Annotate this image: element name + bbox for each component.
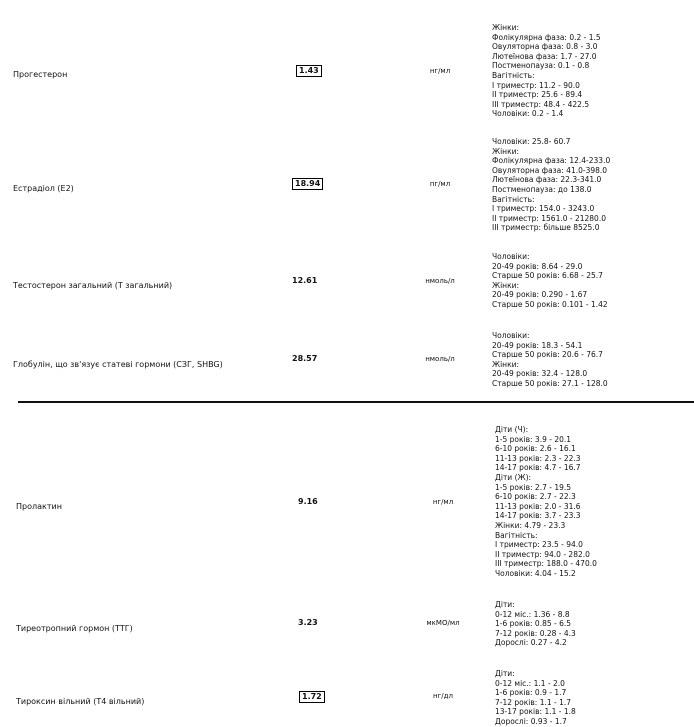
test-name: Тироксин вільний (Т4 вільний) — [16, 697, 145, 706]
test-unit: мкМО/мл — [426, 619, 460, 627]
section-divider — [18, 401, 694, 403]
reference-range: Чоловіки: 25.8- 60.7 Жінки: Фолікулярна фаза: 12.4-233.0 Овуляторна фаза: 41.0-398.0 Лютеїнова фаза: 22.3-341.0 Постменопауза: до 138.0 Вагітність: I триместр: 154.0 - 3243.0 II триместр: 1561.0 - 21280.0 III триместр: більше 8525.0 — [492, 137, 611, 233]
test-value: 28.57 — [292, 354, 318, 363]
test-value: 9.16 — [298, 497, 318, 506]
test-unit: нмоль/л — [425, 277, 455, 285]
reference-range: Діти (Ч): 1-5 років: 3.9 - 20.1 6-10 років: 2.6 - 16.1 11-13 років: 2.3 - 22.3 14-17 років: 4.7 - 16.7 Діти (Ж): 1-5 років: 2.7 - 19.5 6-10 років: 2.7 - 22.3 11-13 років: 2.0 - 31.6 14-17 років: 3.7 - 23.3 Жінки: 4.79 - 23.3 Вагітність: I триместр: 23.5 - 94.0 II триместр: 94.0 - 282.0 III триместр: 188.0 - 470.0 Чоловіки: 4.04 - 15.2 — [495, 425, 597, 578]
reference-range: Діти: 0-12 міс.: 1.1 - 2.0 1-6 років: 0.9 - 1.7 7-12 років: 1.1 - 1.7 13-17 років: 1.1 - 1.8 Дорослі: 0.93 - 1.7 — [495, 669, 576, 726]
reference-range: Жінки: Фолікулярна фаза: 0.2 - 1.5 Овуляторна фаза: 0.8 - 3.0 Лютеїнова фаза: 1.7 - 27.0 Постменопауза: 0.1 - 0.8 Вагітність: I триместр: 11.2 - 90.0 II триместр: 25.6 - 89.4 III триместр: 48.4 - 422.5 Чоловіки: 0.2 - 1.4 — [492, 23, 601, 119]
test-value: 12.61 — [292, 276, 318, 285]
test-unit: пг/мл — [429, 180, 451, 188]
test-name: Пролактин — [16, 502, 62, 511]
test-value: 3.23 — [298, 618, 318, 627]
test-value-flagged: 1.43 — [296, 65, 322, 77]
test-unit: нг/мл — [432, 498, 454, 506]
test-unit: нг/дл — [433, 692, 453, 700]
test-name: Тиреотропний гормон (ТТГ) — [16, 624, 133, 633]
reference-range: Чоловіки: 20-49 років: 18.3 - 54.1 Старше 50 років: 20.6 - 76.7 Жінки: 20-49 років: 32.4 - 128.0 Старше 50 років: 27.1 - 128.0 — [492, 331, 608, 388]
test-unit: нг/мл — [429, 67, 451, 75]
reference-range: Чоловіки: 20-49 років: 8.64 - 29.0 Старше 50 років: 6.68 - 25.7 Жінки: 20-49 років: 0.290 - 1.67 Старше 50 років: 0.101 - 1.42 — [492, 252, 608, 309]
reference-range: Діти: 0-12 міс.: 1.36 - 8.8 1-6 років: 0.85 - 6.5 7-12 років: 0.28 - 4.3 Дорослі: 0.27 - 4.2 — [495, 600, 576, 648]
test-name: Глобулін, що зв'язує статеві гормони (СЗГ, SHBG) — [13, 360, 223, 369]
test-value-flagged: 1.72 — [299, 691, 325, 703]
test-name: Естрадіол (Е2) — [13, 184, 74, 193]
test-name: Прогестерон — [13, 70, 68, 79]
test-unit: нмоль/л — [425, 355, 455, 363]
test-name: Тестостерон загальний (Т загальний) — [13, 281, 173, 290]
test-value-flagged: 18.94 — [292, 178, 323, 190]
